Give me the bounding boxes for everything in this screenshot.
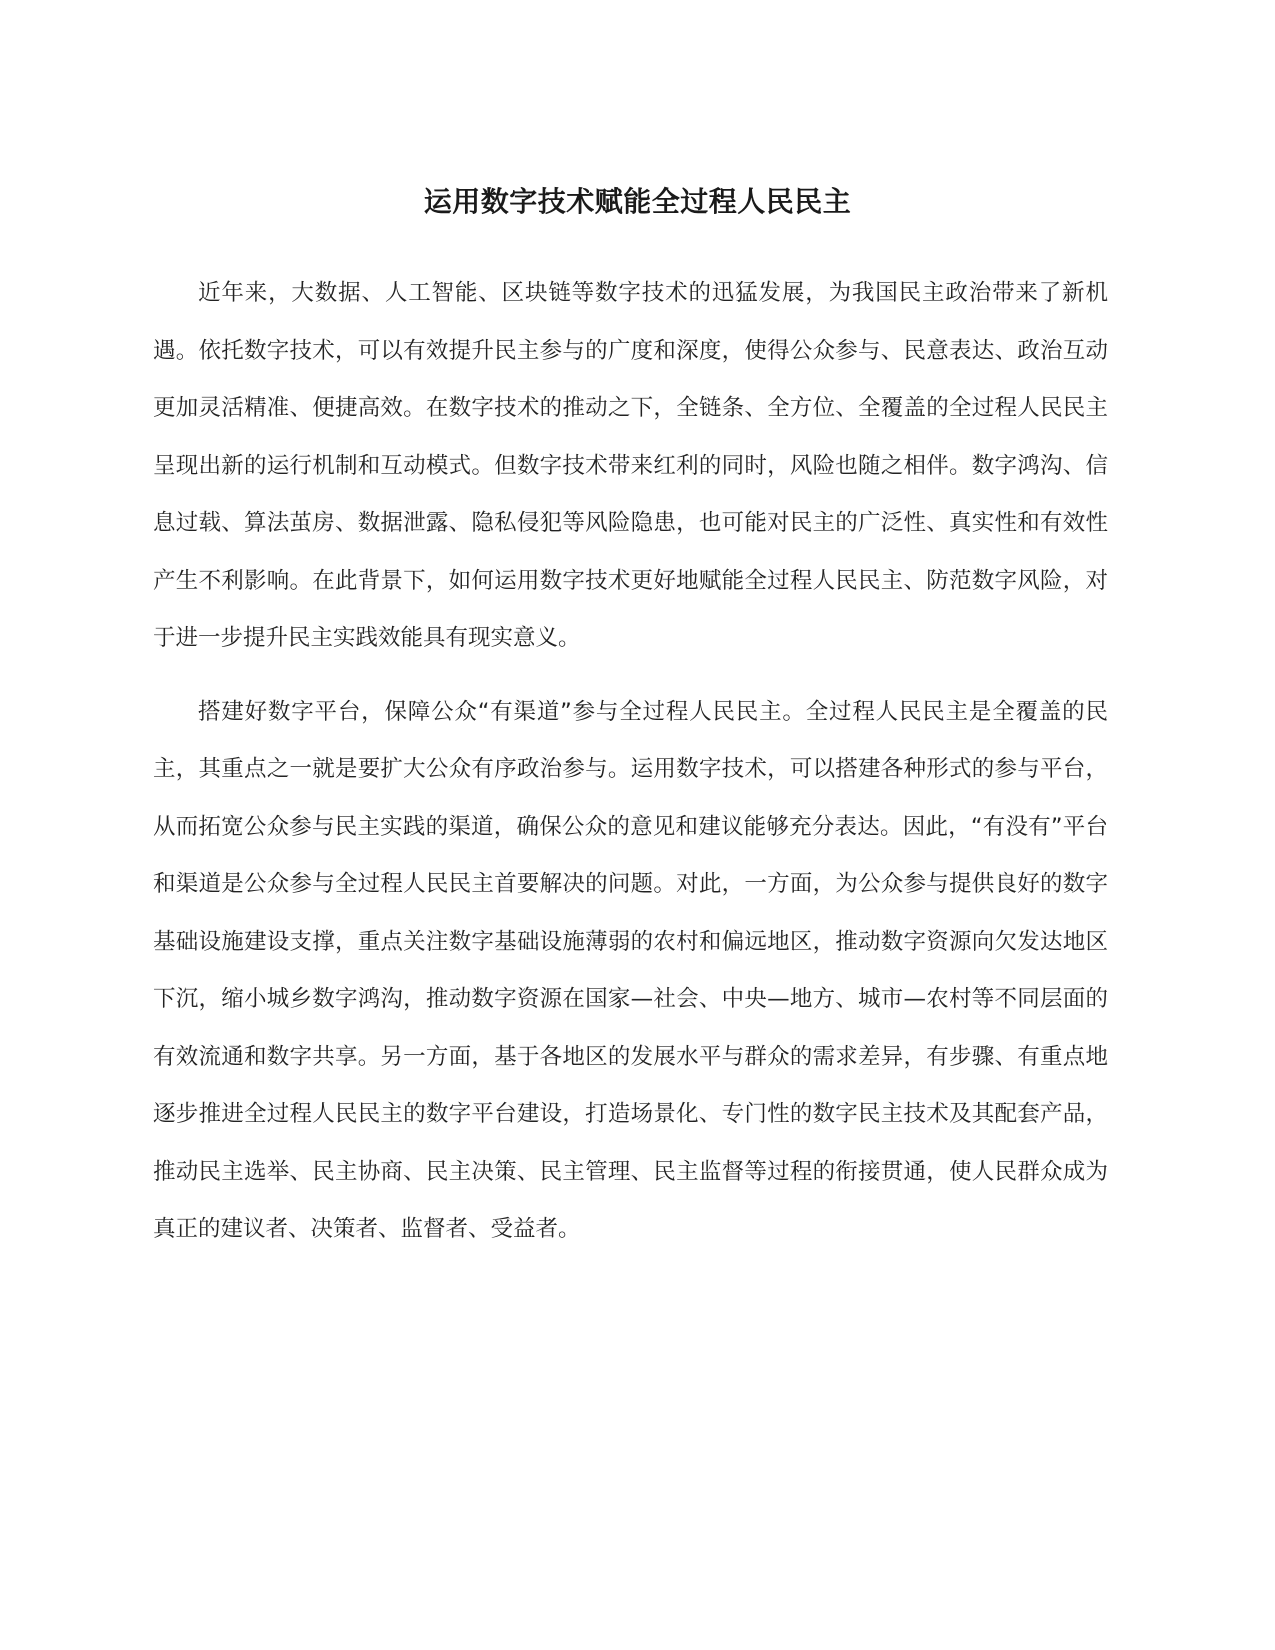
paragraph-intro: 近年来，大数据、人工智能、区块链等数字技术的迅猛发展，为我国民主政治带来了新机遇。依托数字技术，可以有效提升民主参与的广度和深度，使得公众参与、民意表达、政治互动更加灵活精准、便捷高效。在数字技术的推动之下，全链条、全方位、全覆盖的全过程人民民主呈现出新的运行机制和互动模式。但数字技术带来红利的同时，风险也随之相伴。数字鸿沟、信息过载、算法茧房、数据泄露、隐私侵犯等风险隐患，也可能对民主的广泛性、真实性和有效性产生不利影响。在此背景下，如何运用数字技术更好地赋能全过程人民民主、防范数字风险，对于进一步提升民主实践效能具有现实意义。 xyxy=(153,280,1108,651)
paragraph-digital-platform: 搭建好数字平台，保障公众“有渠道”参与全过程人民民主。全过程人民民主是全覆盖的民主，其重点之一就是要扩大公众有序政治参与。运用数字技术，可以搭建各种形式的参与平台，从而拓宽公众参与民主实践的渠道，确保公众的意见和建议能够充分表达。因此，“有没有”平台和渠道是公众参与全过程人民民主首要解决的问题。对此，一方面，为公众参与提供良好的数字基础设施建设支撑，重点关注数字基础设施薄弱的农村和偏远地区，推动数字资源向欠发达地区下沉，缩小城乡数字鸿沟，推动数字资源在国家—社会、中央—地方、城市—农村等不同层面的有效流通和数字共享。另一方面，基于各地区的发展水平与群众的需求差异，有步骤、有重点地逐步推进全过程人民民主的数字平台建设，打造场景化、专门性的数字民主技术及其配套产品，推动民主选举、民主协商、民主决策、民主管理、民主监督等过程的衔接贯通，使人民群众成为真正的建议者、决策者、监督者、受益者。 xyxy=(153,698,1108,1242)
document-body xyxy=(153,265,1108,1275)
document-title: 运用数字技术赋能全过程人民民主 xyxy=(423,185,852,218)
